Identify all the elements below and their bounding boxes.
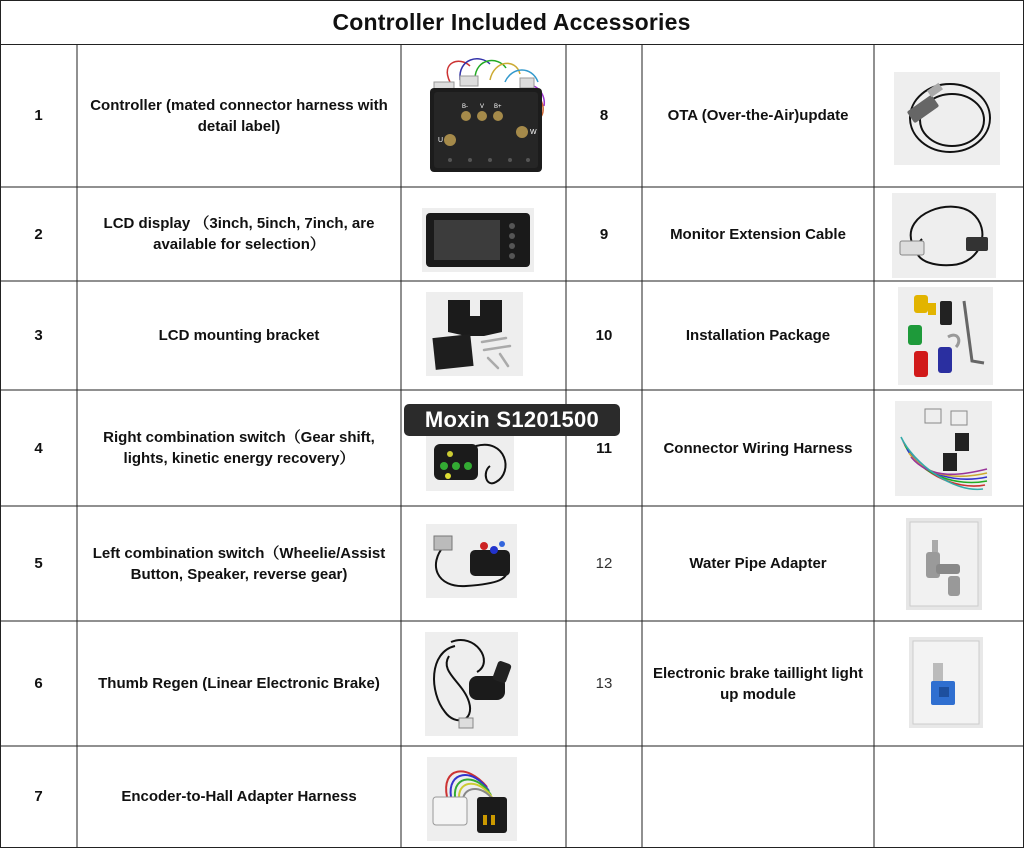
bracket-photo — [426, 292, 523, 376]
item-name: Monitor Extension Cable — [670, 225, 846, 243]
item-name: Left combination switch（Wheelie/Assist Button, Speaker, reverse gear) — [92, 544, 386, 583]
item-name: Encoder-to-Hall Adapter Harness — [121, 788, 357, 805]
item-name: Connector Wiring Harness — [663, 439, 853, 457]
item-name: OTA (Over-the-Air)update — [667, 107, 849, 124]
row-number: 13 — [595, 675, 613, 692]
lcd-display-photo — [422, 208, 534, 272]
row-number: 2 — [34, 225, 43, 243]
item-name: LCD mounting bracket — [158, 327, 320, 344]
row-number: 6 — [34, 675, 43, 692]
adapter-harness-photo — [427, 757, 517, 841]
row-number: 3 — [34, 327, 43, 344]
extension-cable-photo — [892, 193, 996, 278]
controller-photo — [420, 52, 550, 178]
item-name: LCD display （3inch, 5inch, 7inch, are available for selection） — [103, 215, 375, 253]
thumb-regen-photo — [425, 632, 518, 736]
taillight-module-photo — [909, 637, 983, 728]
item-name: Water Pipe Adapter — [689, 555, 827, 572]
row-number: 11 — [596, 439, 612, 457]
controller-label-b-minus: B- — [462, 104, 468, 110]
right-switch-photo — [426, 432, 514, 491]
row-number: 4 — [34, 439, 43, 457]
row-number: 12 — [595, 555, 613, 572]
item-name: Controller (mated connector harness with detail label) — [90, 96, 388, 135]
controller-label-w: W — [530, 129, 537, 136]
item-name: Thumb Regen (Linear Electronic Brake) — [98, 675, 380, 692]
controller-label-u: U — [438, 137, 444, 144]
wiring-harness-photo — [895, 401, 992, 496]
item-name: Installation Package — [685, 327, 831, 344]
row-number: 5 — [34, 555, 43, 572]
controller-label-v: V — [480, 104, 485, 110]
row-number: 7 — [34, 788, 43, 805]
pipe-adapter-photo — [906, 518, 982, 610]
controller-label-b-plus: B+ — [494, 104, 502, 110]
row-number: 9 — [599, 225, 609, 243]
installation-package-photo — [898, 287, 993, 385]
row-number: 8 — [599, 107, 609, 124]
watermark-badge: Moxin S1201500 — [404, 404, 620, 436]
page-title: Controller Included Accessories — [0, 0, 1023, 45]
row-number: 10 — [595, 327, 613, 344]
left-switch-photo — [426, 524, 517, 598]
item-name: Right combination switch（Gear shift, lights, kinetic energy recovery） — [103, 429, 375, 467]
usb-cable-photo — [894, 72, 1000, 165]
item-name: Electronic brake taillight light up module — [652, 664, 864, 703]
row-number: 1 — [34, 107, 43, 124]
